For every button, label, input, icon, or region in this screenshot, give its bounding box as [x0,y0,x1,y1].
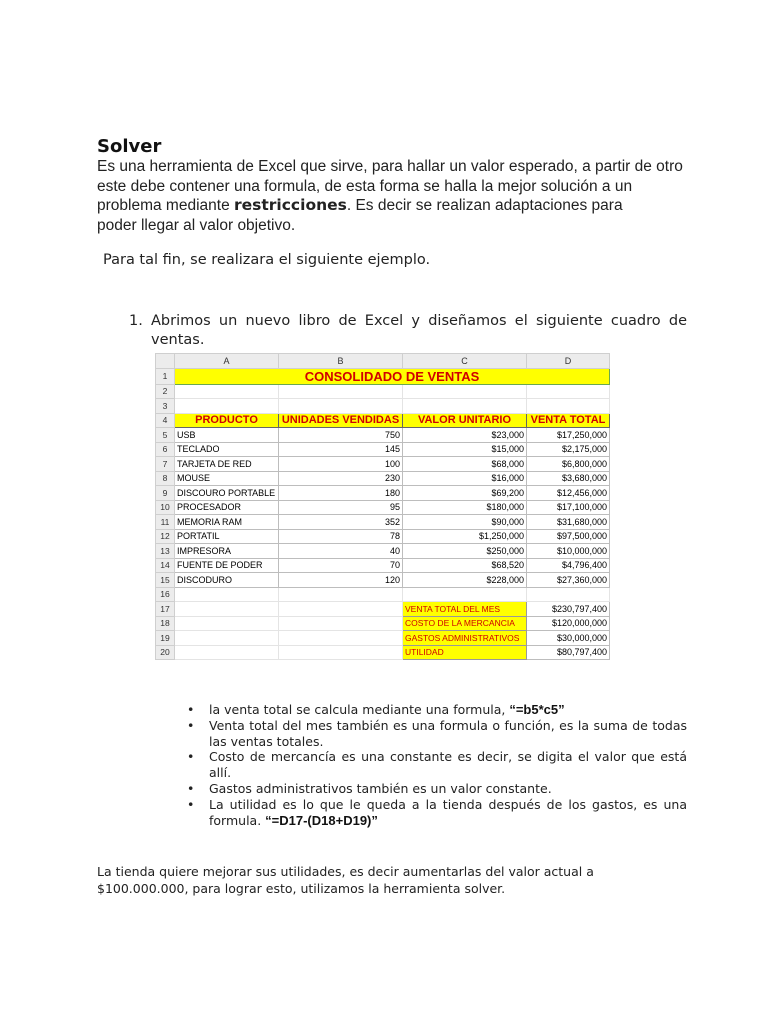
header-unidades: UNIDADES VENDIDAS [279,413,403,428]
summary-row [156,645,610,660]
table-row [156,471,610,486]
product-rows [156,428,610,588]
formula-venta-total: “=b5*c5” [509,702,565,717]
example-intro: Para tal fin, se realizara el siguiente ejemplo. [103,252,431,268]
row-number: 3 [156,399,175,414]
units-sold: 352 [279,515,403,530]
column-letter: C [403,354,527,369]
total-sale: $3,680,000 [527,471,610,486]
bullet-3-text: Costo de mercancía es una constante es decir, se digita el valor que está allí. [209,749,687,781]
table-row [156,457,610,472]
units-sold: 120 [279,573,403,588]
summary-label: UTILIDAD [403,645,527,660]
row-number: 1 [156,368,175,384]
units-sold: 180 [279,486,403,501]
product-name: TECLADO [175,442,279,457]
unit-value: $250,000 [403,544,527,559]
empty-cell [175,631,279,646]
row-number: 19 [156,631,175,646]
units-sold: 95 [279,500,403,515]
product-name: DISCOURO PORTABLE [175,486,279,501]
intro-line-2: este debe contener una formula, de esta forma se halla la mejor solución a un [97,177,633,195]
unit-value: $1,250,000 [403,529,527,544]
list-item [185,702,687,718]
unit-value: $16,000 [403,471,527,486]
total-sale: $4,796,400 [527,558,610,573]
intro-bold-keyword: restricciones [234,196,347,214]
table-row [156,368,610,384]
total-sale: $97,500,000 [527,529,610,544]
column-letter: D [527,354,610,369]
row-number: 2 [156,384,175,399]
intro-line-4: poder llegar al valor objetivo. [97,216,296,234]
product-name: PROCESADOR [175,500,279,515]
summary-value: $30,000,000 [527,631,610,646]
intro-line-1: Es una herramienta de Excel que sirve, para hallar un valor esperado, a partir de otro [97,158,683,175]
intro-line-3 [97,196,687,216]
summary-label: VENTA TOTAL DEL MES [403,602,527,617]
units-sold: 78 [279,529,403,544]
units-sold: 70 [279,558,403,573]
column-header-row [156,354,610,369]
units-sold: 40 [279,544,403,559]
table-row [156,486,610,501]
summary-label: COSTO DE LA MERCANCIA [403,616,527,631]
unit-value: $180,000 [403,500,527,515]
unit-value: $68,520 [403,558,527,573]
unit-value: $228,000 [403,573,527,588]
unit-value: $90,000 [403,515,527,530]
row-number: 12 [156,529,175,544]
row-number: 10 [156,500,175,515]
list-item [185,718,687,750]
intro-paragraph [97,157,687,235]
intro-line-3-end: . Es decir se realizan adaptaciones para [346,197,623,214]
summary-row [156,616,610,631]
row-number: 16 [156,587,175,602]
product-name: DISCODURO [175,573,279,588]
bullet-4-text: Gastos administrativos también es un valor constante. [209,780,552,796]
spreadsheet-image [155,353,610,660]
bullet-dot: • [187,717,195,733]
bullet-5-text: La utilidad es lo que le queda a la tienda después de los gastos, es una formula. [209,796,687,828]
empty-cell [279,602,403,617]
formula-utilidad: “=D17-(D18+D19)” [265,812,378,828]
units-sold: 230 [279,471,403,486]
product-name: MOUSE [175,471,279,486]
row-number: 5 [156,428,175,443]
column-letter: A [175,354,279,369]
table-row [156,544,610,559]
bullet-1-text: la venta total se calcula mediante una formula, [209,702,510,717]
bullet-dot: • [187,780,195,796]
header-producto: PRODUCTO [175,413,279,428]
row-number: 6 [156,442,175,457]
sales-table [155,353,610,660]
total-sale: $6,800,000 [527,457,610,472]
product-name: FUENTE DE PODER [175,558,279,573]
unit-value: $68,000 [403,457,527,472]
closing-line-2: $100.000.000, para lograr esto, utilizamos la herramienta solver. [97,881,506,896]
unit-value: $69,200 [403,486,527,501]
step-text: Abrimos un nuevo libro de Excel y diseñamos el siguiente cuadro de ventas. [151,313,687,348]
product-name: MEMORIA RAM [175,515,279,530]
row-number: 4 [156,413,175,428]
row-number: 11 [156,515,175,530]
empty-cell [175,616,279,631]
total-sale: $2,175,000 [527,442,610,457]
page-title: Solver [97,136,162,157]
product-name: IMPRESORA [175,544,279,559]
bullet-dot: • [187,749,195,765]
units-sold: 145 [279,442,403,457]
units-sold: 100 [279,457,403,472]
table-row [156,399,610,414]
total-sale: $12,456,000 [527,486,610,501]
row-number: 8 [156,471,175,486]
total-sale: $17,100,000 [527,500,610,515]
table-row [156,428,610,443]
product-name: TARJETA DE RED [175,457,279,472]
unit-value: $15,000 [403,442,527,457]
table-row [156,500,610,515]
row-number: 7 [156,457,175,472]
step-number: 1. [129,313,143,329]
sheet-title: CONSOLIDADO DE VENTAS [175,368,610,384]
row-number: 17 [156,602,175,617]
closing-line-1: La tienda quiere mejorar sus utilidades, es decir aumentarlas del valor actual a [97,864,594,879]
product-name: USB [175,428,279,443]
empty-cell [279,631,403,646]
summary-label: GASTOS ADMINISTRATIVOS [403,631,527,646]
total-sale: $17,250,000 [527,428,610,443]
bullet-list [185,702,687,828]
bullet-dot: • [187,796,195,812]
column-letter: B [279,354,403,369]
row-number: 18 [156,616,175,631]
intro-line-3-start: problema mediante [97,197,234,214]
table-row [156,587,610,602]
units-sold: 750 [279,428,403,443]
summary-row [156,631,610,646]
closing-paragraph [97,863,657,897]
empty-cell [175,645,279,660]
table-row [156,573,610,588]
row-number: 15 [156,573,175,588]
row-number: 14 [156,558,175,573]
empty-cell [279,616,403,631]
row-number: 9 [156,486,175,501]
table-row [156,515,610,530]
row-number: 13 [156,544,175,559]
total-sale: $27,360,000 [527,573,610,588]
corner-cell [156,354,175,369]
unit-value: $23,000 [403,428,527,443]
summary-row [156,602,610,617]
summary-value: $120,000,000 [527,616,610,631]
row-number: 20 [156,645,175,660]
list-item [185,797,687,829]
step-1 [129,312,687,350]
header-valor-unitario: VALOR UNITARIO [403,413,527,428]
table-row [156,529,610,544]
empty-cell [279,645,403,660]
total-sale: $10,000,000 [527,544,610,559]
summary-value: $230,797,400 [527,602,610,617]
total-sale: $31,680,000 [527,515,610,530]
list-item [185,749,687,781]
header-row [156,413,610,428]
summary-value: $80,797,400 [527,645,610,660]
product-name: PORTATIL [175,529,279,544]
table-row [156,384,610,399]
table-row [156,442,610,457]
bullet-2-text: Venta total del mes también es una formula o función, es la suma de todas las ventas totales. [209,717,687,749]
summary-rows [156,602,610,660]
list-item [185,781,687,797]
header-venta-total: VENTA TOTAL [527,413,610,428]
empty-cell [175,602,279,617]
bullet-dot: • [187,702,195,717]
table-row [156,558,610,573]
